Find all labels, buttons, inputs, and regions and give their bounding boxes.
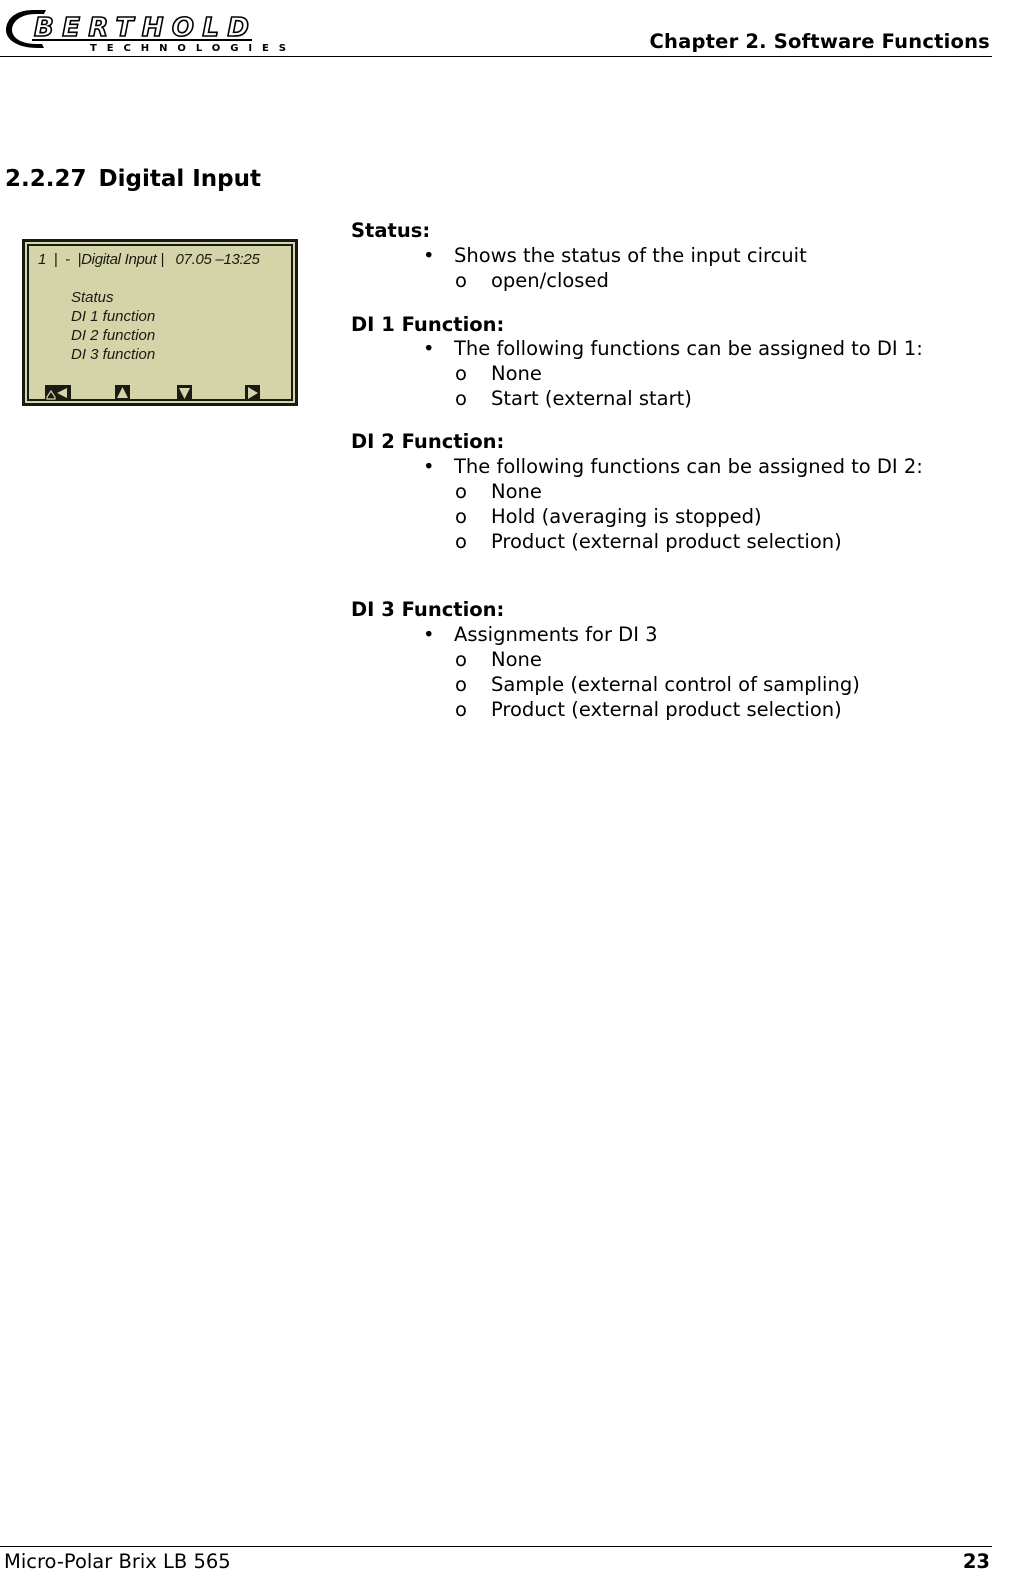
di3-option: o None <box>455 648 542 671</box>
di3-option: o Sample (external control of sampling) <box>455 673 860 696</box>
lcd-menu-item[interactable]: DI 3 function <box>71 346 156 363</box>
di3-bullet: • Assignments for DI 3 <box>423 623 658 646</box>
di2-heading: DI 2 Function: <box>351 430 505 453</box>
page-number: 23 <box>962 1550 990 1573</box>
down-softkey[interactable] <box>177 385 192 401</box>
lcd-menu-item[interactable]: DI 2 function <box>71 327 156 344</box>
status-option: o open/closed <box>455 269 609 292</box>
up-softkey[interactable] <box>115 385 130 401</box>
di3-heading: DI 3 Function: <box>351 598 505 621</box>
home-left-softkey[interactable] <box>45 385 71 401</box>
right-arrow-icon <box>245 385 260 401</box>
section-heading: Digital Input <box>98 166 261 192</box>
di1-option: o None <box>455 362 542 385</box>
di3-option: o Product (external product selection) <box>455 698 842 721</box>
berthold-logo <box>4 4 294 54</box>
di1-bullet: • The following functions can be assigned to DI 1: <box>423 337 923 360</box>
section-number: 2.2.27 <box>5 166 87 192</box>
di1-option: o Start (external start) <box>455 387 692 410</box>
status-heading: Status: <box>351 219 431 242</box>
home-left-icon <box>45 385 71 401</box>
svg-text:BERTHOLD: BERTHOLD <box>34 13 249 43</box>
header-divider <box>0 56 992 57</box>
di2-bullet: • The following functions can be assigned to DI 2: <box>423 455 923 478</box>
product-name: Micro-Polar Brix LB 565 <box>4 1550 231 1573</box>
di1-heading: DI 1 Function: <box>351 313 505 336</box>
status-bullet: • Shows the status of the input circuit <box>423 244 807 267</box>
di2-option: o Hold (averaging is stopped) <box>455 505 762 528</box>
chapter-title: Chapter 2. Software Functions <box>649 30 990 53</box>
di2-option: o Product (external product selection) <box>455 530 842 553</box>
up-arrow-icon <box>115 385 130 401</box>
lcd-menu-item[interactable]: Status <box>71 289 114 306</box>
down-arrow-icon <box>177 385 192 401</box>
di2-option: o None <box>455 480 542 503</box>
svg-text:TECHNOLOGIES: TECHNOLOGIES <box>90 43 286 54</box>
right-softkey[interactable] <box>245 385 260 401</box>
lcd-display <box>22 239 298 406</box>
lcd-status-line: 1 | - |Digital Input | 07.05 –13:25 <box>38 251 260 268</box>
lcd-menu <box>71 288 155 364</box>
lcd-menu-item[interactable]: DI 1 function <box>71 308 156 325</box>
section-title <box>5 166 261 192</box>
footer-divider <box>0 1546 992 1547</box>
